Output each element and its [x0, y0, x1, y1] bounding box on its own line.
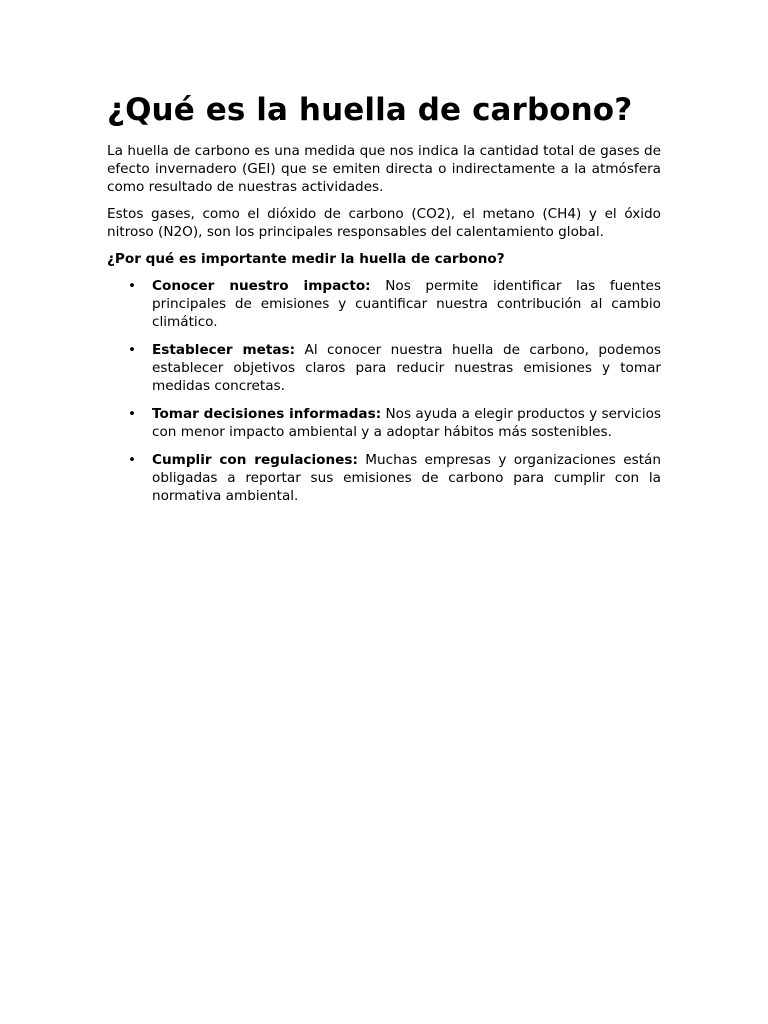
bullet-term: Cumplir con regulaciones: [152, 452, 358, 468]
bullet-text: Nos permite identificar las fuentes principales de emisiones y cuantificar nuestra contribución al cambio climático. [152, 278, 662, 330]
bullet-text: Muchas empresas y organizaciones están obligadas a reportar sus emisiones de carbono para cumplir con la normativa ambiental. [152, 452, 661, 504]
bullet-icon: • [128, 278, 137, 294]
list-item [107, 341, 661, 395]
gases-paragraph: Estos gases, como el dióxido de carbono (CO2), el metano (CH4) y el óxido nitroso (N2O), son los principales responsables del calentamiento global. [107, 206, 661, 240]
page-title: ¿Qué es la huella de carbono? [107, 92, 633, 128]
bullet-text: Nos ayuda a elegir productos y servicios con menor impacto ambiental y a adoptar hábitos más sostenibles. [152, 406, 662, 440]
bullet-icon: • [128, 452, 137, 468]
bullet-text: Al conocer nuestra huella de carbono, podemos establecer objetivos claros para reducir nuestras emisiones y tomar medidas concretas. [152, 342, 661, 394]
bullet-icon: • [128, 406, 137, 422]
list-item [107, 277, 661, 331]
bullet-icon: • [128, 342, 137, 358]
list-item [107, 451, 661, 505]
intro-paragraph: La huella de carbono es una medida que nos indica la cantidad total de gases de efecto invernadero (GEI) que se emiten directa o indirectamente a la atmósfera como resultado de nuestras actividades. [107, 143, 661, 195]
list-item [107, 405, 661, 441]
document-page [107, 90, 661, 515]
reasons-list [107, 277, 661, 505]
bullet-term: Tomar decisiones informadas: [152, 406, 382, 422]
bullet-term: Conocer nuestro impacto: [152, 278, 371, 294]
bullet-term: Establecer metas: [152, 342, 296, 358]
section-subheading: ¿Por qué es importante medir la huella de carbono? [107, 251, 505, 267]
